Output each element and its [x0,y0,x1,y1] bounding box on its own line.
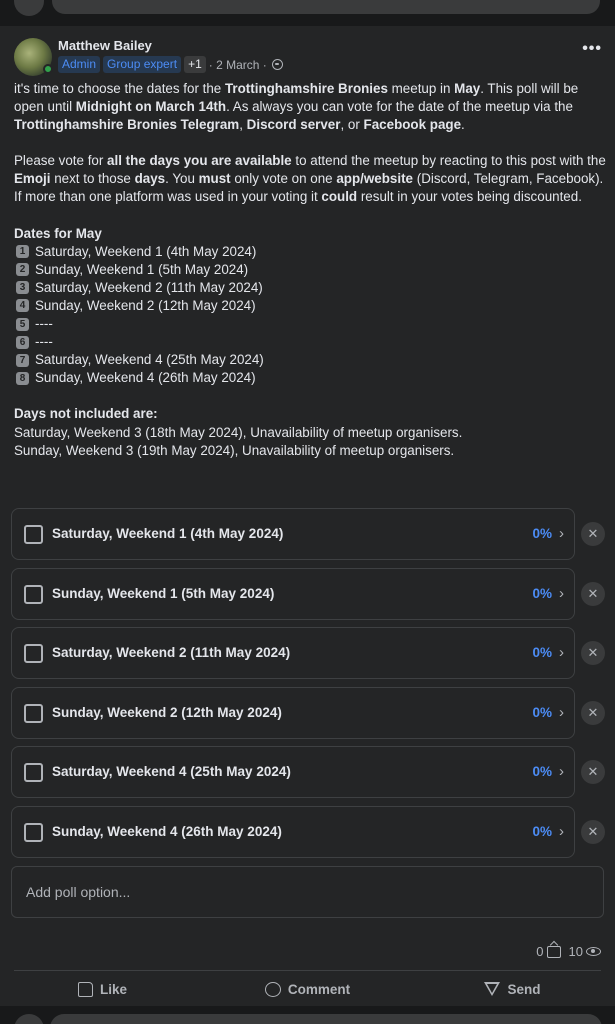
post-header [14,36,604,76]
send-label: Send [507,981,541,997]
chevron-right-icon[interactable]: › [559,763,564,780]
date-line-8: 8 Sunday, Weekend 4 (26th May 2024) [14,369,606,387]
excluded-line-2: Sunday, Weekend 3 (19th May 2024), Unavailability of meetup organisers. [14,442,455,458]
online-status-dot [43,64,53,74]
globe-icon [272,59,283,70]
poll-option[interactable] [11,508,575,560]
date-line-4: 4 Sunday, Weekend 2 (12th May 2024) [14,297,606,315]
share-count[interactable] [536,944,560,959]
avatar [14,0,44,16]
like-label: Like [99,981,127,997]
keycap-1-icon: 1 [16,245,29,258]
remove-option-button[interactable]: ✕ [581,641,605,665]
view-count[interactable] [569,944,601,959]
more-options-button[interactable]: ••• [582,40,602,57]
poll-option-percent[interactable]: 0% [532,824,552,839]
comment-input[interactable] [52,0,600,14]
remove-option-button[interactable]: ✕ [581,522,605,546]
poll-checkbox[interactable] [24,704,43,723]
keycap-2-icon: 2 [16,263,29,276]
date-line-3: 3 Saturday, Weekend 2 (11th May 2024) [14,279,606,297]
thumbs-up-icon [78,982,93,997]
poll-checkbox[interactable] [24,525,43,544]
poll-checkbox[interactable] [24,823,43,842]
send-icon [484,982,500,996]
remove-option-button[interactable]: ✕ [581,760,605,784]
author-avatar[interactable] [14,38,52,76]
chevron-right-icon[interactable]: › [559,644,564,661]
admin-badge[interactable]: Admin [58,56,100,73]
comment-label: Comment [287,981,351,997]
date-line-5: 5 ---- [14,315,606,333]
like-button[interactable] [0,972,205,1006]
keycap-3-icon: 3 [16,281,29,294]
group-expert-badge[interactable]: Group expert [103,56,181,73]
more-badges[interactable]: +1 [184,56,206,73]
previous-post-comment-bar [0,0,615,24]
excluded-heading: Days not included are: [14,406,158,422]
send-button[interactable] [410,972,615,1006]
poll-option[interactable] [11,806,575,858]
keycap-8-icon: 8 [16,372,29,385]
share-icon [547,946,561,958]
author-name[interactable]: Matthew Bailey [58,38,152,53]
poll-option-label: Saturday, Weekend 2 (11th May 2024) [52,645,291,660]
date-line-7: 7 Saturday, Weekend 4 (25th May 2024) [14,351,606,369]
poll-option[interactable] [11,687,575,739]
comment-input[interactable] [50,1014,602,1024]
keycap-6-icon: 6 [16,336,29,349]
keycap-7-icon: 7 [16,354,29,367]
poll-option-percent[interactable]: 0% [532,586,552,601]
view-count-value: 10 [568,944,583,959]
comment-button[interactable] [205,972,410,1006]
keycap-5-icon: 5 [16,318,29,331]
poll-option-percent[interactable]: 0% [532,705,552,720]
add-poll-option-input[interactable] [11,866,604,918]
chevron-right-icon[interactable]: › [559,585,564,602]
poll-option-label: Sunday, Weekend 2 (12th May 2024) [52,705,282,720]
date-line-2: 2 Sunday, Weekend 1 (5th May 2024) [14,261,606,279]
comment-bubble-icon [265,982,281,997]
comment-composer [0,1008,615,1024]
poll-option-label: Sunday, Weekend 4 (26th May 2024) [52,824,282,839]
share-count-value: 0 [536,944,544,959]
chevron-right-icon[interactable]: › [559,525,564,542]
poll-option-percent[interactable]: 0% [532,645,552,660]
poll-option-percent[interactable]: 0% [532,526,552,541]
poll-option[interactable] [11,627,575,679]
poll-option-label: Saturday, Weekend 4 (25th May 2024) [52,764,291,779]
poll-checkbox[interactable] [24,644,43,663]
poll-option[interactable] [11,568,575,620]
post-actions [0,972,615,1006]
keycap-4-icon: 4 [16,299,29,312]
poll-option-label: Sunday, Weekend 1 (5th May 2024) [52,586,275,601]
add-poll-option-placeholder: Add poll option... [26,884,131,900]
excluded-line-1: Saturday, Weekend 3 (18th May 2024), Unavailability of meetup organisers. [14,424,463,440]
poll-checkbox[interactable] [24,763,43,782]
paragraph-instructions: Please vote for all the days you are available to attend the meetup by reacting to this post with the Emoji next to those days. You must only vote on one app/website (Discord, Telegram, Facebook). If more than one platform was used in your voting it could result in your votes being discounted. [14,153,606,205]
post-stats [536,944,601,959]
poll-option-percent[interactable]: 0% [532,764,552,779]
avatar [14,1014,44,1024]
poll-option-label: Saturday, Weekend 1 (4th May 2024) [52,526,284,541]
post-date[interactable]: · 2 March · [208,57,267,72]
divider [14,970,601,971]
remove-option-button[interactable]: ✕ [581,701,605,725]
chevron-right-icon[interactable]: › [559,704,564,721]
poll-option[interactable] [11,746,575,798]
post-meta [58,56,283,73]
date-line-1: 1 Saturday, Weekend 1 (4th May 2024) [14,243,606,261]
remove-option-button[interactable]: ✕ [581,582,605,606]
post-body [14,80,606,460]
date-line-6: 6 ---- [14,333,606,351]
eye-icon [586,947,601,956]
dates-heading: Dates for May [14,225,102,241]
poll-checkbox[interactable] [24,585,43,604]
post-card [0,26,615,1006]
chevron-right-icon[interactable]: › [559,823,564,840]
remove-option-button[interactable]: ✕ [581,820,605,844]
paragraph-intro: it's time to choose the dates for the Trottinghamshire Bronies meetup in May. This poll will be open until Midnight on March 14th. As always you can vote for the date of the meetup via the Trottinghamshire Bronies Telegram, Discord server, or Facebook page. [14,81,579,133]
